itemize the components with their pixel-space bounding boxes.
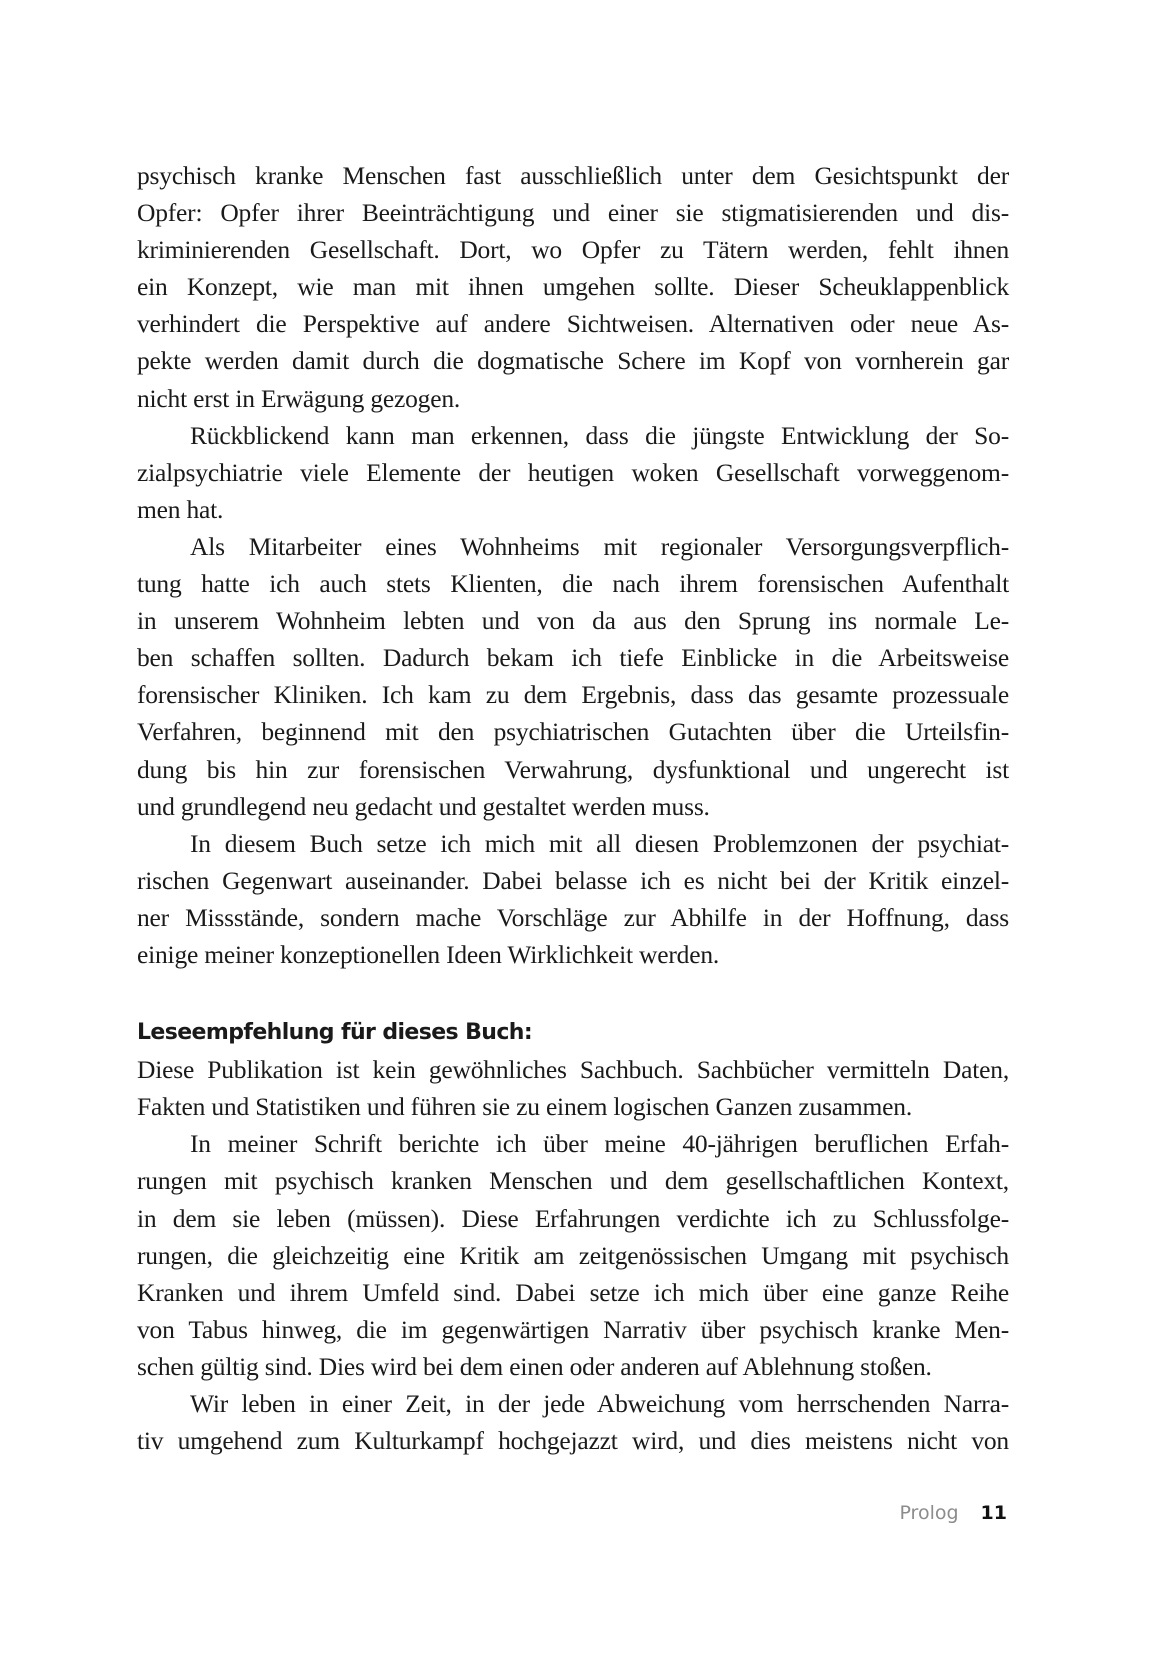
paragraphs-before-heading [137, 157, 1009, 973]
text-line: dung bis hin zur forensischen Verwahrung, dysfunktional und ungerecht ist [137, 754, 1009, 784]
text-line: von Tabus hinweg, die im gegenwärtigen Narrativ über psychisch kranke Men- [137, 1314, 1009, 1344]
text-line: und grundlegend neu gedacht und gestaltet werden muss. [137, 791, 710, 821]
text-line: psychisch kranke Menschen fast ausschließlich unter dem Gesichtspunkt der [137, 161, 1009, 190]
body-text [137, 157, 1009, 1459]
text-line: Wir leben in einer Zeit, in der jede Abweichung vom herrschenden Narra- [190, 1389, 1009, 1418]
text-line: Verfahren, beginnend mit den psychiatrischen Gutachten über die Urteilsfin- [137, 717, 1009, 747]
text-line: ben schaffen sollten. Dadurch bekam ich tiefe Einblicke in die Arbeitsweise [137, 643, 1009, 673]
section-heading: Leseempfehlung für dieses Buch: [137, 1020, 533, 1046]
text-line: in unserem Wohnheim lebten und von da aus den Sprung ins normale Le- [137, 606, 1009, 636]
text-line: in dem sie leben (müssen). Diese Erfahrungen verdichte ich zu Schlussfolge- [137, 1203, 1009, 1233]
paragraph [137, 528, 1009, 825]
text-line: In diesem Buch setze ich mich mit all diesen Problemzonen der psychiat- [190, 828, 1009, 858]
text-line: zialpsychiatrie viele Elemente der heutigen woken Gesellschaft vorweggenom- [137, 457, 1009, 487]
page-footer [0, 1502, 1007, 1524]
text-line: Als Mitarbeiter eines Wohnheims mit regionaler Versorgungsverpflich- [190, 531, 1009, 561]
paragraph [137, 1051, 1009, 1125]
text-line: schen gültig sind. Dies wird bei dem einen oder anderen auf Ablehnung stoßen. [137, 1351, 932, 1381]
text-line: Fakten und Statistiken und führen sie zu einem logischen Ganzen zusammen. [137, 1092, 912, 1122]
text-line: rischen Gegenwart auseinander. Dabei belasse ich es nicht bei der Kritik einzel- [137, 865, 1009, 895]
paragraph [137, 1125, 1009, 1385]
text-line: tiv umgehend zum Kulturkampf hochgejazzt wird, und dies meistens nicht von [137, 1426, 1009, 1456]
text-line: kriminierenden Gesellschaft. Dort, wo Opfer zu Tätern werden, fehlt ihnen [137, 235, 1009, 265]
text-line: nicht erst in Erwägung gezogen. [137, 383, 461, 413]
text-line: rungen, die gleichzeitig eine Kritik am zeitgenössischen Umgang mit psychisch [137, 1240, 1009, 1270]
text-line: pekte werden damit durch die dogmatische Schere im Kopf von vornherein gar [137, 346, 1009, 376]
text-line: rungen mit psychisch kranken Menschen und dem gesellschaftlichen Kontext, [137, 1166, 1009, 1196]
paragraphs-after-heading [137, 1051, 1009, 1459]
text-line: Diese Publikation ist kein gewöhnliches Sachbuch. Sachbücher vermitteln Daten, [137, 1055, 1009, 1085]
text-line: forensischer Kliniken. Ich kam zu dem Ergebnis, dass das gesamte prozessuale [137, 680, 1009, 710]
text-line: Opfer: Opfer ihrer Beeinträchtigung und einer sie stigmatisierenden und dis- [137, 198, 1009, 228]
page-number: 11 [980, 1502, 1007, 1524]
text-line: men hat. [137, 494, 224, 524]
paragraph [137, 825, 1009, 973]
text-line: Kranken und ihrem Umfeld sind. Dabei setze ich mich über eine ganze Reihe [137, 1277, 1009, 1307]
text-line: verhindert die Perspektive auf andere Sichtweisen. Alternativen oder neue As- [137, 309, 1009, 339]
text-line: ein Konzept, wie man mit ihnen umgehen sollte. Dieser Scheuklappenblick [137, 272, 1009, 302]
paragraph [137, 157, 1009, 417]
paragraph [137, 417, 1009, 528]
text-line: tung hatte ich auch stets Klienten, die nach ihrem forensischen Aufenthalt [137, 569, 1009, 599]
text-line: Rückblickend kann man erkennen, dass die jüngste Entwicklung der So- [190, 420, 1009, 450]
running-footer-section: Prolog [899, 1502, 959, 1524]
text-line: In meiner Schrift berichte ich über meine 40-jährigen beruflichen Erfah- [190, 1129, 1009, 1159]
text-line: ner Missstände, sondern mache Vorschläge zur Abhilfe in der Hoffnung, dass [137, 902, 1009, 932]
section-gap [137, 973, 1009, 1014]
text-line: einige meiner konzeptionellen Ideen Wirklichkeit werden. [137, 939, 720, 969]
paragraph [137, 1385, 1009, 1459]
